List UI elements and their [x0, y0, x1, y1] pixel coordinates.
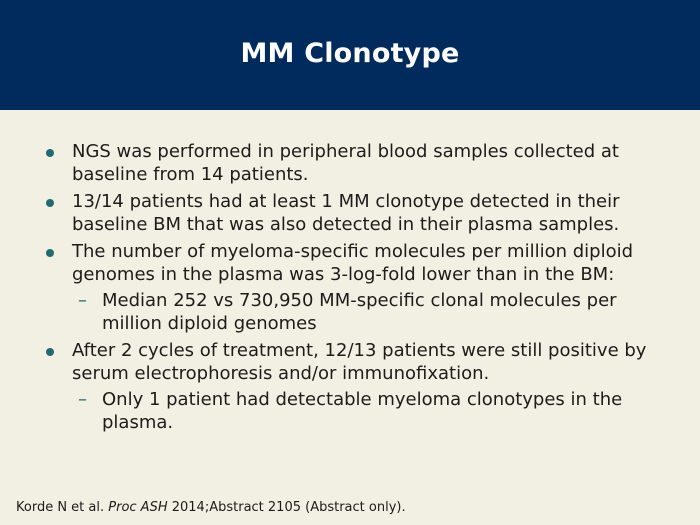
- bullet-dot-icon: [46, 348, 54, 356]
- bullet-dot-icon: [46, 249, 54, 257]
- bullet-dot-icon: [46, 199, 54, 207]
- bullet-item: [46, 339, 666, 385]
- bullet-dot-icon: [46, 149, 54, 157]
- bullet-text: After 2 cycles of treatment, 12/13 patients were still positive by serum electrophoresis and/or immunofixation.: [72, 340, 647, 384]
- dash-icon: –: [78, 290, 87, 311]
- citation-details: 2014;Abstract 2105 (Abstract only).: [167, 500, 406, 515]
- bullet-item: [46, 190, 666, 236]
- citation-authors: Korde N et al.: [16, 500, 109, 515]
- bullet-text: NGS was performed in peripheral blood samples collected at baseline from 14 patients.: [72, 141, 619, 185]
- citation-footnote: [16, 500, 406, 515]
- sub-bullet-item: [46, 388, 666, 434]
- bullet-item: [46, 140, 666, 186]
- bullet-list: [46, 140, 666, 438]
- bullet-item: [46, 240, 666, 286]
- bullet-text: The number of myeloma-specific molecules per million diploid genomes in the plasma was 3-log-fold lower than in the BM:: [72, 241, 634, 285]
- citation-journal: Proc ASH: [108, 500, 168, 515]
- dash-icon: –: [78, 389, 87, 410]
- sub-bullet-text: Only 1 patient had detectable myeloma clonotypes in the plasma.: [102, 389, 623, 433]
- bullet-text: 13/14 patients had at least 1 MM clonotype detected in their baseline BM that was also detected in their plasma samples.: [72, 191, 620, 235]
- sub-bullet-text: Median 252 vs 730,950 MM-specific clonal molecules per million diploid genomes: [102, 290, 617, 334]
- sub-bullet-item: [46, 289, 666, 335]
- slide-title: MM Clonotype: [240, 37, 460, 69]
- slide-header: [0, 0, 700, 110]
